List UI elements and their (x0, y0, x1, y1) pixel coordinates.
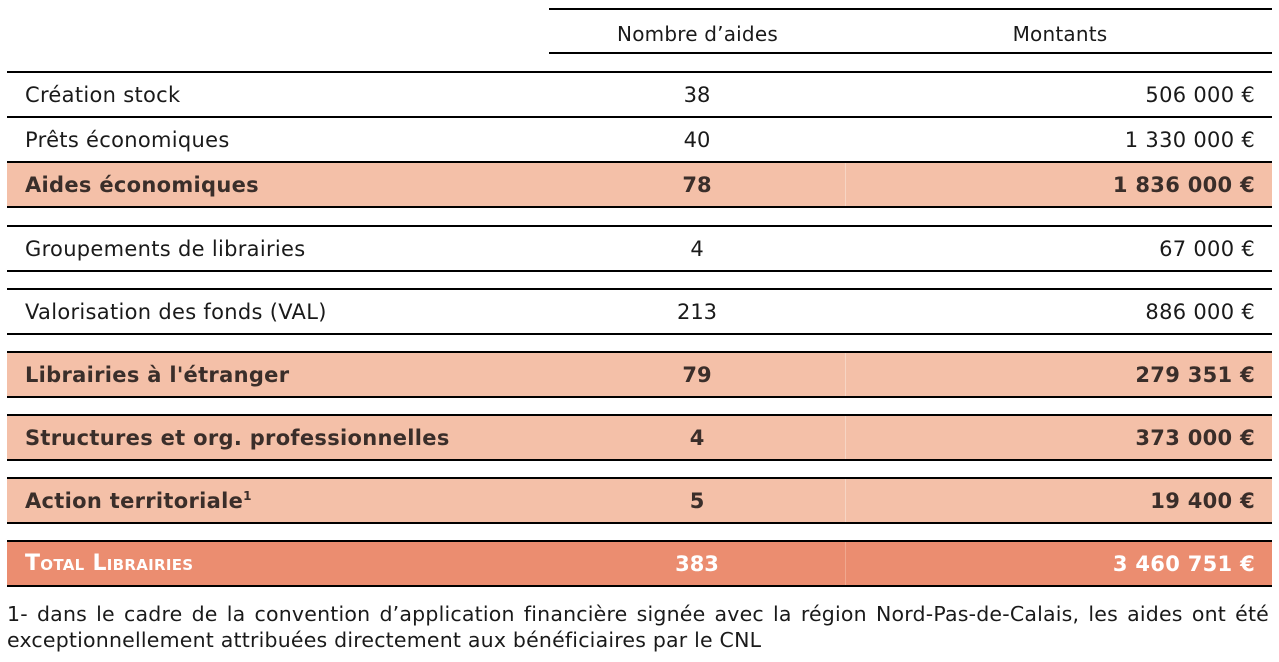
row-count: 4 (690, 237, 704, 261)
header-top-rule (549, 8, 1272, 10)
table-row-prets-economiques (7, 118, 1272, 161)
footnote: 1- dans le cadre de la convention d’application financière signée avec la région Nord-Pas-de-Calais, les aides ont été exceptionnellement attribuées directement aux bénéficiaires par le CNL (7, 602, 1269, 652)
table-row-structures (7, 416, 1272, 459)
rule (7, 270, 1272, 272)
row-count: 5 (689, 489, 705, 513)
table-row-creation-stock (7, 73, 1272, 116)
table-row-valorisation (7, 290, 1272, 333)
row-amount: 373 000 € (1135, 426, 1255, 450)
table-row-groupements (7, 227, 1272, 270)
rule (7, 396, 1272, 398)
rule (7, 522, 1272, 524)
row-label (25, 489, 252, 513)
table-row-action-territoriale (7, 479, 1272, 522)
rule (7, 206, 1272, 208)
row-count: 79 (682, 363, 712, 387)
row-label: Prêts économiques (25, 128, 230, 152)
row-amount: 506 000 € (1145, 83, 1255, 107)
row-amount: 886 000 € (1145, 300, 1255, 324)
total-count: 383 (675, 552, 719, 576)
rule (7, 585, 1272, 587)
table-row-total (7, 542, 1272, 585)
row-count: 213 (676, 300, 718, 324)
table-row-librairies-etranger (7, 353, 1272, 396)
row-amount: 19 400 € (1150, 489, 1255, 513)
row-label: Structures et org. professionnelles (25, 426, 450, 450)
row-amount: 67 000 € (1159, 237, 1255, 261)
row-count: 78 (682, 173, 712, 197)
total-amount: 3 460 751 € (1112, 552, 1255, 576)
row-label-text: Action territoriale (25, 489, 244, 513)
header-col-count: Nombre d’aides (617, 22, 778, 46)
footnote-mark: 1 (243, 489, 252, 503)
row-label: Aides économiques (25, 173, 259, 197)
table-row-aides-economiques (7, 163, 1272, 206)
row-count: 4 (689, 426, 705, 450)
row-label: Librairies à l'étranger (25, 363, 290, 387)
total-label: Total Librairies (25, 551, 194, 576)
rule (7, 333, 1272, 335)
header-col-amount: Montants (1012, 22, 1108, 46)
row-amount: 1 330 000 € (1124, 128, 1255, 152)
row-label: Valorisation des fonds (VAL) (25, 300, 327, 324)
row-amount: 279 351 € (1135, 363, 1255, 387)
row-label: Groupements de librairies (25, 237, 306, 261)
row-count: 40 (683, 128, 711, 152)
row-label: Création stock (25, 83, 181, 107)
row-count: 38 (683, 83, 711, 107)
header-bottom-rule (549, 52, 1272, 54)
rule (7, 459, 1272, 461)
row-amount: 1 836 000 € (1112, 173, 1255, 197)
